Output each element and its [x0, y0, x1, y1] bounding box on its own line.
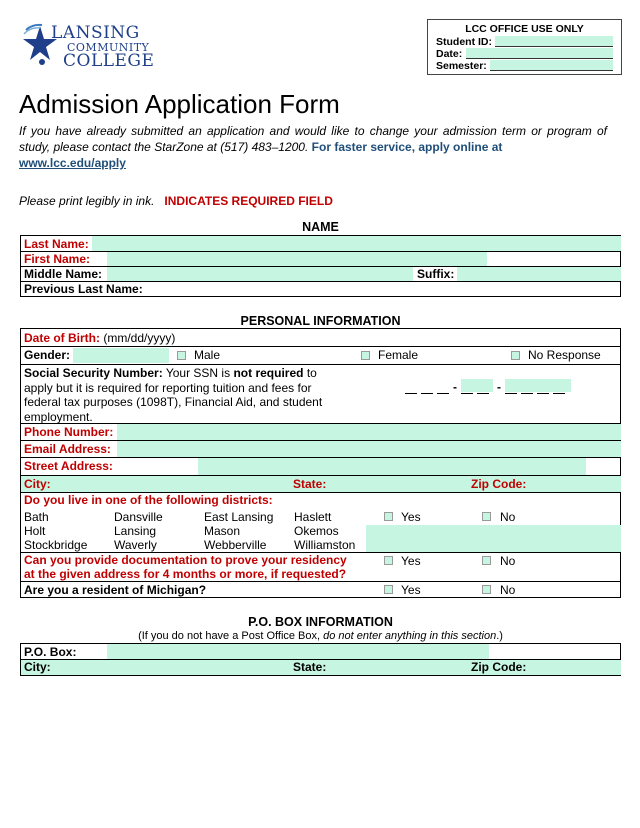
- michigan-no-label: No: [500, 583, 516, 597]
- gender-label: Gender:: [24, 348, 71, 362]
- ssn-input[interactable]: [401, 379, 576, 395]
- ssn-description: [24, 366, 342, 424]
- personal-table: [20, 328, 621, 598]
- district-waverly: Waverly: [114, 538, 157, 552]
- date-label: Date:: [436, 48, 463, 60]
- city-label: City:: [24, 477, 51, 491]
- required-field-note: INDICATES REQUIRED FIELD: [164, 194, 333, 208]
- ssn-dash-1: -: [453, 380, 457, 394]
- print-note: [19, 194, 333, 208]
- district-stockbridge: Stockbridge: [24, 538, 88, 552]
- faster-service-text: For faster service, apply online at: [311, 140, 503, 154]
- logo-line-3: COLLEGE: [63, 51, 155, 71]
- gender-female-label: Female: [378, 348, 419, 362]
- pobox-city-label: City:: [24, 660, 51, 674]
- pobox-input[interactable]: [107, 644, 489, 659]
- office-use-box: [427, 19, 622, 75]
- suffix-label: Suffix:: [417, 267, 455, 281]
- first-name-label: First Name:: [24, 252, 91, 266]
- student-id-label: Student ID:: [436, 36, 492, 48]
- district-bath: Bath: [24, 510, 49, 524]
- district-haslett: Haslett: [294, 510, 332, 524]
- name-table: [20, 235, 621, 297]
- first-name-input[interactable]: [107, 252, 487, 266]
- gender-input[interactable]: [73, 348, 169, 363]
- college-name: [51, 25, 154, 69]
- pobox-note-c: .): [496, 630, 503, 642]
- michigan-no-checkbox[interactable]: [482, 585, 491, 594]
- intro-paragraph: [19, 123, 607, 171]
- ssn-label: Social Security Number:: [24, 366, 163, 380]
- gender-noresponse-label: No Response: [528, 348, 601, 362]
- residency-yes-label: Yes: [401, 554, 421, 568]
- middle-name-input[interactable]: [107, 267, 413, 281]
- phone-label: Phone Number:: [24, 425, 114, 439]
- middle-name-label: Middle Name:: [24, 267, 103, 281]
- dob-label-group: [24, 331, 175, 345]
- date-field[interactable]: [466, 48, 613, 59]
- gender-male-label: Male: [194, 348, 221, 362]
- pobox-note: [20, 630, 621, 642]
- michigan-question: Are you a resident of Michigan?: [24, 583, 207, 597]
- pobox-section-heading: P.O. BOX INFORMATION: [248, 615, 393, 629]
- pobox-state-label: State:: [293, 660, 327, 674]
- logo-line-2: COMMUNITY: [67, 41, 150, 54]
- residency-yes-checkbox[interactable]: [384, 556, 393, 565]
- pobox-table: [20, 643, 621, 676]
- previous-last-name-label: Previous Last Name:: [24, 282, 143, 296]
- districts-no-checkbox[interactable]: [482, 512, 491, 521]
- districts-question: Do you live in one of the following districts:: [24, 493, 273, 507]
- semester-label: Semester:: [436, 60, 487, 72]
- ssn-not-required: not required: [233, 366, 304, 380]
- print-legibly-text: Please print legibly in ink.: [19, 194, 155, 208]
- residency-question-line1: Can you provide documentation to prove your residency: [24, 553, 347, 567]
- street-label: Street Address:: [24, 459, 113, 473]
- district-holt: Holt: [24, 524, 46, 538]
- last-name-input[interactable]: [92, 236, 621, 251]
- student-id-field[interactable]: [495, 36, 613, 47]
- state-label: State:: [293, 477, 327, 491]
- logo-line-1: LANSING: [51, 23, 140, 43]
- pobox-zip-label: Zip Code:: [471, 660, 527, 674]
- michigan-yes-checkbox[interactable]: [384, 585, 393, 594]
- intro-text: If you have already submitted an application and would like to change your admission term or program of study, please contact the StarZone at (517) 483–1200.: [19, 124, 607, 154]
- personal-section-heading: PERSONAL INFORMATION: [240, 314, 401, 328]
- districts-yes-label: Yes: [401, 510, 421, 524]
- ssn-dash-2: -: [497, 380, 501, 394]
- dob-label: Date of Birth:: [24, 331, 100, 345]
- suffix-input[interactable]: [457, 267, 621, 281]
- semester-field[interactable]: [490, 60, 613, 71]
- pobox-note-a: (If you do not have a Post Office Box,: [138, 630, 321, 642]
- gender-female-checkbox[interactable]: [361, 351, 370, 360]
- michigan-yes-label: Yes: [401, 583, 421, 597]
- apply-online-link[interactable]: www.lcc.edu/apply: [19, 156, 126, 170]
- districts-answer-area[interactable]: [366, 525, 621, 552]
- district-east-lansing: East Lansing: [204, 510, 274, 524]
- street-input[interactable]: [198, 458, 586, 475]
- residency-no-label: No: [500, 554, 516, 568]
- office-use-title: LCC OFFICE USE ONLY: [465, 23, 584, 35]
- district-webberville: Webberville: [204, 538, 267, 552]
- name-section-heading: NAME: [302, 220, 339, 234]
- email-input[interactable]: [117, 441, 621, 457]
- residency-no-checkbox[interactable]: [482, 556, 491, 565]
- dob-format: (mm/dd/yyyy): [103, 331, 176, 345]
- pobox-note-b: do not enter anything in this section: [323, 630, 497, 642]
- district-okemos: Okemos: [294, 524, 339, 538]
- district-dansville: Dansville: [114, 510, 163, 524]
- ssn-text-2: to apply but it is required for reporting tuition and fees for federal tax purposes (1098T), Financial Aid, and student employment.: [24, 366, 323, 424]
- district-williamston: Williamston: [294, 538, 356, 552]
- gender-male-checkbox[interactable]: [177, 351, 186, 360]
- page-title: Admission Application Form: [19, 89, 340, 119]
- districts-yes-checkbox[interactable]: [384, 512, 393, 521]
- pobox-label: P.O. Box:: [24, 645, 77, 659]
- last-name-label: Last Name:: [24, 237, 89, 251]
- ssn-text-1: Your SSN is: [165, 366, 231, 380]
- residency-question-line2: at the given address for 4 months or more, if requested?: [24, 567, 347, 581]
- district-mason: Mason: [204, 524, 241, 538]
- phone-input[interactable]: [117, 424, 621, 440]
- email-label: Email Address:: [24, 442, 111, 456]
- gender-noresponse-checkbox[interactable]: [511, 351, 520, 360]
- districts-no-label: No: [500, 510, 516, 524]
- district-lansing: Lansing: [114, 524, 157, 538]
- zip-label: Zip Code:: [471, 477, 527, 491]
